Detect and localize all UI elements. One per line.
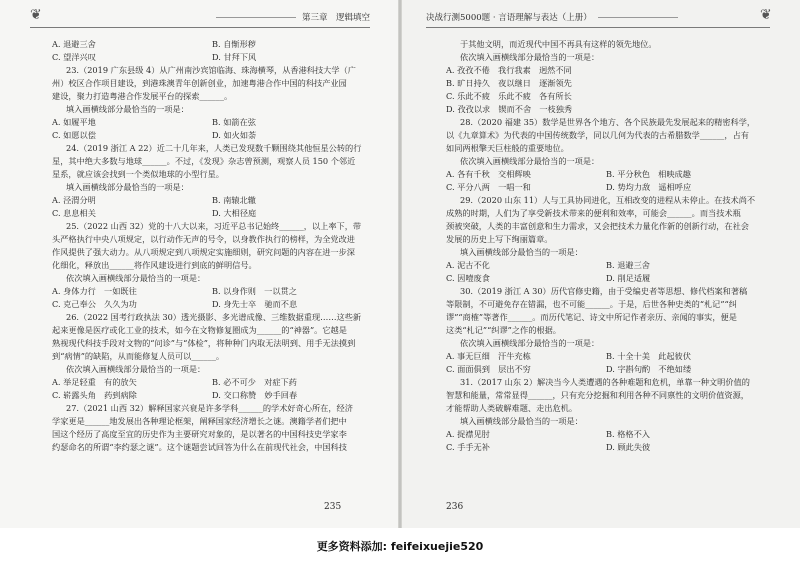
- book-spine: [398, 0, 402, 528]
- option-text: D. 如火如荼: [212, 130, 257, 140]
- option-row: [446, 272, 764, 285]
- text-line: 27.（2021 山西 32）解释国家兴衰是许多学科______的学术好奇心所在，经济: [66, 403, 353, 413]
- option-row: [446, 428, 764, 441]
- option-text: B. 十全十美 此起彼伏: [606, 351, 691, 361]
- header-rule: [598, 17, 678, 18]
- text-line: 依次填入画横线部分最恰当的一项是：: [66, 364, 206, 374]
- text-line: 28.（2020 福建 35）数学是世界各个地方、各个民族最先发展起来的精密科学，: [460, 117, 756, 127]
- option-text: C. 平分八两 一唱一和: [446, 182, 531, 192]
- option-text: B. 自惭形秽: [212, 39, 256, 49]
- option-text: B. 南辕北辙: [212, 195, 256, 205]
- option-text: B. 平分秋色 相映成趣: [606, 169, 691, 179]
- option-row: [52, 207, 372, 220]
- option-row: [446, 259, 764, 272]
- text-line: 等限制，不可避免存在错漏，也不可能______。于是，后世各种史类的“札记”“纠: [446, 299, 737, 309]
- text-line: 州）校区合作项目建设，到港珠澳青年创新创业，加速粤港合作中国的科技产业园: [52, 78, 347, 88]
- option-text: B. 以身作则 一以贯之: [212, 286, 297, 296]
- option-text: D. 顾此失彼: [606, 442, 651, 452]
- right-ornament-icon: ❦: [760, 7, 772, 23]
- text-line: 填入画横线部分最恰当的一项是：: [460, 416, 583, 426]
- option-text: C. 手手无补: [446, 442, 490, 452]
- left-ornament-icon: ❦: [30, 7, 42, 23]
- option-row: [446, 181, 764, 194]
- option-text: B. 必不可少 对症下药: [212, 377, 297, 387]
- left-header-text: 第三章 逻辑填空: [301, 13, 370, 23]
- text-line: 成熟的时期，人们为了享受新技术带来的便利和效率，可能会______。而当技术瓶: [446, 208, 741, 218]
- text-line: 谬”“商榷”等著作______。而历代笔记、诗文中所记作者亲历、亲闻的事实，便是: [446, 312, 737, 322]
- option-text: D. 大相径庭: [212, 208, 257, 218]
- text-line: 熟视现代科技手段对文物的“问诊”与“体检”，将种种门内取无法明到、用手无法摸到: [52, 338, 356, 348]
- text-line: 约瑟命名的所谓“李约瑟之谜”。这个谜题尝试回答为什么在前现代社会，中国科技: [52, 442, 347, 452]
- text-line: 依次填入画横线部分最恰当的一项是：: [66, 273, 206, 283]
- text-line: C. 乐此不疲 乐此不疲 各有所长: [446, 91, 572, 101]
- option-text: A. 退避三舍: [52, 39, 96, 49]
- text-line: 颈被突破，人类的丰富创意和生力需求，又会把技术力量化作新的创新行动，在社会: [446, 221, 749, 231]
- text-line: 依次填入画横线部分最恰当的一项是：: [460, 156, 600, 166]
- header-rule: [216, 17, 296, 18]
- text-line: 依次填入画横线部分最恰当的一项是：: [460, 338, 600, 348]
- text-line: 填入画横线部分最恰当的一项是：: [460, 247, 583, 257]
- text-line: 起来更像是医疗或化工业的技术，如今在文物修复圈成为______的“神器”。它越是: [52, 325, 347, 335]
- text-line: 以《九章算术》为代表的中国传统数学，同以几何为代表的古希腊数学______，占有: [446, 130, 749, 140]
- option-text: C. 息息相关: [52, 208, 96, 218]
- right-running-header: [426, 10, 770, 28]
- option-text: A. 泥古不化: [446, 260, 490, 270]
- left-page-content: [52, 38, 372, 454]
- text-line: 于其他文明，而近现代中国不再具有这样的领先地位。: [460, 39, 657, 49]
- option-text: C. 望洋兴叹: [52, 52, 96, 62]
- option-row: [52, 129, 372, 142]
- text-line: 如同两根擎天巨柱般的重要地位。: [446, 143, 569, 153]
- option-text: A. 如履平地: [52, 117, 96, 127]
- left-running-header: [30, 10, 370, 28]
- text-line: 依次填入画横线部分最恰当的一项是：: [460, 52, 600, 62]
- text-line: 24.（2019 浙江 A 22）近二十几年来，人类已发现数千颗围绕其他恒星公转的行: [66, 143, 362, 153]
- text-line: 填入画横线部分最恰当的一项是：: [66, 104, 189, 114]
- option-text: A. 举足轻重 有的放矢: [52, 377, 137, 387]
- option-text: A. 事无巨细 汗牛充栋: [446, 351, 531, 361]
- option-text: C. 克己奉公 久久为功: [52, 299, 137, 309]
- option-row: [446, 168, 764, 181]
- option-text: A. 捉襟见肘: [446, 429, 490, 439]
- option-text: C. 因噎废食: [446, 273, 490, 283]
- option-text: D. 削足适履: [606, 273, 651, 283]
- option-row: [52, 116, 372, 129]
- option-text: A. 各有千秋 交相辉映: [446, 169, 531, 179]
- option-row: [446, 363, 764, 376]
- text-line: A. 孜孜不倦 我行我素 迥然不同: [446, 65, 572, 75]
- text-line: 学家更是______地发展出各种理论框架，阐释国家经济增长之谜。澳籍学者们把中: [52, 416, 347, 426]
- text-line: D. 孜孜以求 锲而不舍 一枝独秀: [446, 104, 573, 114]
- text-line: 才能帮助人类破解难题、走出危机。: [446, 403, 578, 413]
- option-text: D. 交口称赞 妙手回春: [212, 390, 298, 400]
- text-line: 25.（2022 山西 32）党的十八大以来，习近平总书记始终______，以上率下，带: [66, 221, 362, 231]
- text-line: 填入画横线部分最恰当的一项是：: [66, 182, 189, 192]
- option-row: [52, 285, 372, 298]
- option-row: [52, 51, 372, 64]
- text-line: 29.（2020 山东 11）人与工具协同进化，互相改变的进程从未停止。在技术尚不: [460, 195, 756, 205]
- option-text: B. 格格不入: [606, 429, 650, 439]
- text-line: 星，其中绝大多数与地球______。不过，《发现》杂志曾预测，观察人员 150 个邻近: [52, 156, 356, 166]
- left-page-number: 235: [324, 502, 342, 512]
- option-text: D. 字斟句酌 不绝如缕: [606, 364, 692, 374]
- option-text: B. 退避三舍: [606, 260, 650, 270]
- text-line: 作风提供了强大动力。从八项规定到八项规定实施细则，研究问题的内容在进一步深: [52, 247, 355, 257]
- footer-watermark: 更多资料添加: feifeixuejie520: [316, 540, 484, 553]
- text-line: 国这个经历了高度至宜的历史作为主要研究对象的，是以著名的中国科技史学家李: [52, 429, 347, 439]
- text-line: B. 旷日持久 夜以继日 逐渐领先: [446, 78, 572, 88]
- option-text: A. 身体力行 一如既往: [52, 286, 137, 296]
- option-text: D. 身先士卒 驰而不息: [212, 299, 298, 309]
- option-text: D. 势均力敌 遥相呼应: [606, 182, 692, 192]
- text-line: 23.（2019 广东县级 4）从广州南沙宾馆临海、珠海横琴，从香港科技大学（广: [66, 65, 356, 75]
- text-line: 发展的历史上写下绚丽篇章。: [446, 234, 553, 244]
- text-line: 30.（2019 浙江 A 30）历代官修史籍，由于受编史者等思想、修代档案和著稿: [460, 286, 748, 296]
- option-text: B. 如箭在弦: [212, 117, 256, 127]
- option-text: C. 面面俱到 层出不穷: [446, 364, 531, 374]
- right-page-content: [446, 38, 764, 454]
- text-line: 到“病情”的缺陷，从而能修复人员可以______。: [52, 351, 225, 361]
- text-line: 星系，就应该会找到一个类似地球的小型行星。: [52, 169, 224, 179]
- text-line: 智慧和能量，常常显得______，只有充分挖掘和利用各种不同禀性的文明价值资源，: [446, 390, 749, 400]
- option-text: C. 崭露头角 药到病除: [52, 390, 137, 400]
- text-line: 建设，聚力打造粤港合作发展平台的探索______。: [52, 91, 233, 101]
- option-text: C. 如愿以偿: [52, 130, 96, 140]
- text-line: 26.（2022 国考行政执法 30）透光摄影、多光谱成像、三维数据重现……这些新: [66, 312, 362, 322]
- option-row: [446, 441, 764, 454]
- text-line: 这类“札记”“纠谬”之作的根据。: [446, 325, 561, 335]
- text-line: 化细化，释放出______将作风建设进行到底的鲜明信号。: [52, 260, 257, 270]
- option-row: [52, 194, 372, 207]
- option-text: D. 甘拜下风: [212, 52, 257, 62]
- right-header-text: 决战行测5000题 · 言语理解与表达（上册）: [426, 13, 592, 23]
- option-row: [52, 298, 372, 311]
- option-row: [446, 350, 764, 363]
- option-row: [52, 376, 372, 389]
- text-line: 头严格执行中央八项规定，以行动作无声的号令，以身教作执行的榜样，为全党改进: [52, 234, 355, 244]
- option-row: [52, 389, 372, 402]
- text-line: 31.（2017 山东 2）解决当今人类遭遇的各种难题和危机，单靠一种文明价值的: [460, 377, 750, 387]
- option-text: A. 泾渭分明: [52, 195, 96, 205]
- option-row: [52, 38, 372, 51]
- right-page-number: 236: [446, 502, 464, 512]
